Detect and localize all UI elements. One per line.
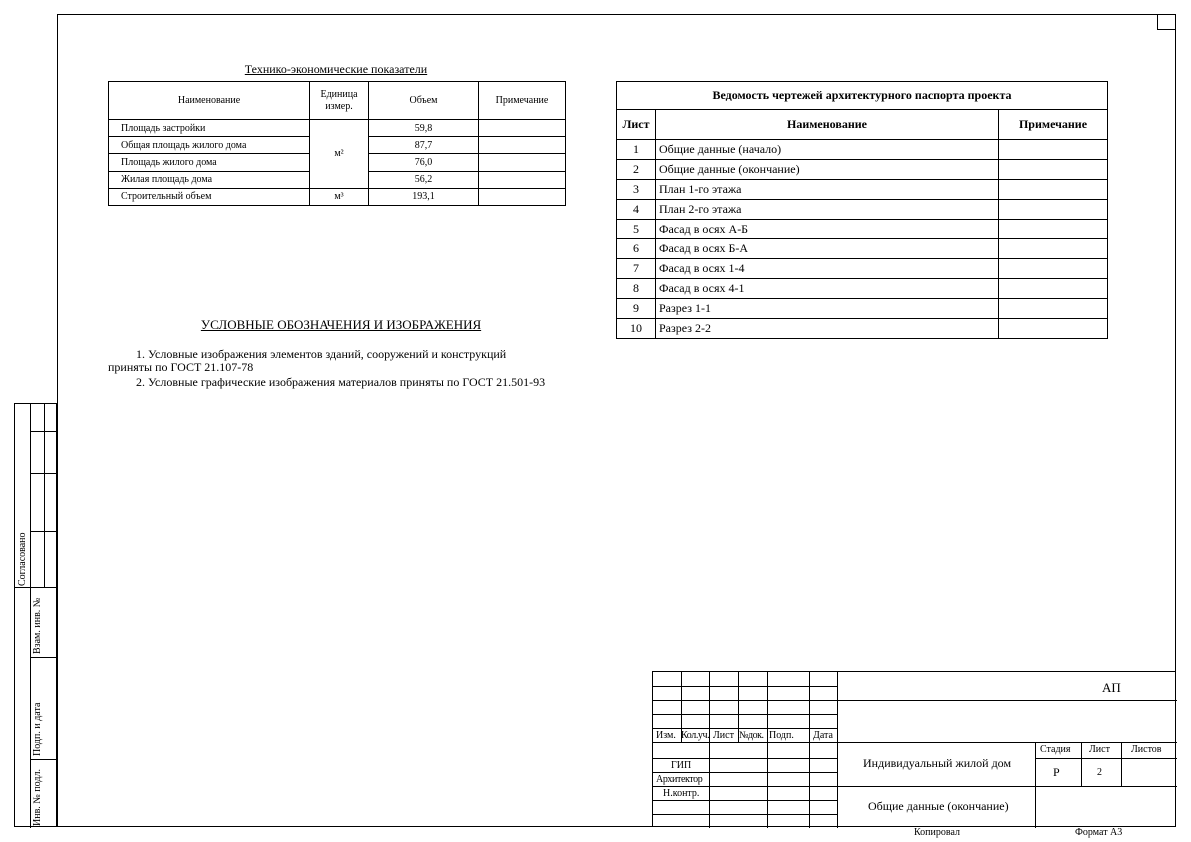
- drawing-num: 1: [617, 140, 656, 160]
- table-row: [617, 159, 1108, 179]
- table-row: Площадь жилого дома 76,0: [109, 154, 566, 171]
- tep-header-name: Наименование: [109, 82, 310, 120]
- table-row: Общая площадь жилого дома 87,7: [109, 137, 566, 154]
- drawing-name: План 2-го этажа: [656, 199, 999, 219]
- drawing-note: [999, 299, 1108, 319]
- notes-title: УСЛОВНЫЕ ОБОЗНАЧЕНИЯ И ИЗОБРАЖЕНИЯ: [200, 317, 482, 332]
- drawing-note: [999, 140, 1108, 160]
- drawing-note: [999, 219, 1108, 239]
- tb-role-gip: ГИП: [671, 760, 692, 771]
- drawing-name: Разрез 2-2: [656, 319, 999, 339]
- frame-corner-box: [1157, 14, 1176, 30]
- tep-table: [108, 81, 566, 206]
- tb-role-architect: Архитектор: [656, 774, 703, 785]
- drawing-num: 9: [617, 299, 656, 319]
- tb-code: АП: [1102, 680, 1121, 695]
- tb-sheet-label: Лист: [1089, 744, 1110, 755]
- drawing-name: Фасад в осях 1-4: [656, 259, 999, 279]
- drawing-name: Разрез 1-1: [656, 299, 999, 319]
- strip-sign-date: Подп. и дата: [32, 702, 43, 756]
- note-line-2: 2. Условные графические изображения материалов приняты по ГОСТ 21.501-93: [136, 375, 546, 389]
- tb-col-podp: Подп.: [769, 730, 794, 741]
- tb-col-koluch: Кол.уч.: [681, 730, 710, 741]
- drawing-name: Фасад в осях А-Б: [656, 219, 999, 239]
- drawing-note: [999, 239, 1108, 259]
- approval-strip: [14, 403, 57, 827]
- drawings-header-name: Наименование: [656, 110, 999, 140]
- tb-col-list: Лист: [713, 730, 734, 741]
- table-row: Площадь застройки м² 59,8: [109, 120, 566, 137]
- table-row: [617, 279, 1108, 299]
- tep-header-volume: Объем: [369, 82, 479, 120]
- table-row: [617, 219, 1108, 239]
- tb-sheet-name: Общие данные (окончание): [868, 799, 1009, 813]
- table-row: [617, 140, 1108, 160]
- footer-copied: Копировал: [914, 827, 960, 838]
- drawings-title: Ведомость чертежей архитектурного паспорта проекта: [617, 82, 1108, 110]
- tb-sheet: 2: [1097, 767, 1102, 778]
- tb-col-izm: Изм.: [656, 730, 676, 741]
- drawing-name: Фасад в осях Б-А: [656, 239, 999, 259]
- drawing-note: [999, 319, 1108, 339]
- drawings-header-sheet: Лист: [617, 110, 656, 140]
- table-row: [617, 259, 1108, 279]
- drawing-num: 2: [617, 159, 656, 179]
- drawing-num: 4: [617, 199, 656, 219]
- table-row: Жилая площадь дома 56,2: [109, 171, 566, 188]
- drawing-num: 5: [617, 219, 656, 239]
- drawing-note: [999, 259, 1108, 279]
- drawing-num: 6: [617, 239, 656, 259]
- tep-unit-area: м²: [310, 120, 369, 189]
- drawings-table: [616, 81, 1108, 339]
- drawings-header-note: Примечание: [999, 110, 1108, 140]
- drawing-note: [999, 279, 1108, 299]
- drawing-num: 10: [617, 319, 656, 339]
- drawing-name: Фасад в осях 4-1: [656, 279, 999, 299]
- tep-caption: Технико-экономические показатели: [244, 62, 428, 76]
- strip-inv-orig: Инв. № подл.: [32, 769, 43, 826]
- tb-col-ndok: №док.: [739, 730, 764, 741]
- table-row: [617, 239, 1108, 259]
- drawing-note: [999, 159, 1108, 179]
- table-row: [617, 299, 1108, 319]
- strip-agreed: Согласовано: [17, 532, 28, 586]
- table-row: Строительный объем м³ 193,1: [109, 188, 566, 205]
- tep-unit-volume: м³: [310, 188, 369, 205]
- tb-sheets-label: Листов: [1131, 744, 1162, 755]
- drawing-name: План 1-го этажа: [656, 179, 999, 199]
- footer-format: Формат А3: [1075, 827, 1123, 838]
- drawing-num: 7: [617, 259, 656, 279]
- drawing-num: 3: [617, 179, 656, 199]
- title-block: [652, 671, 1176, 827]
- drawing-name: Общие данные (начало): [656, 140, 999, 160]
- tb-stage-label: Стадия: [1040, 744, 1071, 755]
- tb-project: Индивидуальный жилой дом: [863, 756, 1012, 770]
- tb-col-data: Дата: [813, 730, 833, 741]
- table-row: [617, 199, 1108, 219]
- tb-role-nkontr: Н.контр.: [663, 788, 700, 799]
- drawing-note: [999, 199, 1108, 219]
- table-row: [617, 319, 1108, 339]
- drawing-num: 8: [617, 279, 656, 299]
- drawing-note: [999, 179, 1108, 199]
- note-line-1b: приняты по ГОСТ 21.107-78: [108, 360, 254, 374]
- table-row: [617, 179, 1108, 199]
- strip-inv-replace: Взам. инв. №: [32, 597, 43, 654]
- tb-stage: Р: [1053, 765, 1060, 779]
- tep-header-unit: Единица измер.: [310, 82, 369, 120]
- tep-header-note: Примечание: [479, 82, 566, 120]
- note-line-1a: 1. Условные изображения элементов зданий, сооружений и конструкций: [136, 347, 507, 361]
- drawing-name: Общие данные (окончание): [656, 159, 999, 179]
